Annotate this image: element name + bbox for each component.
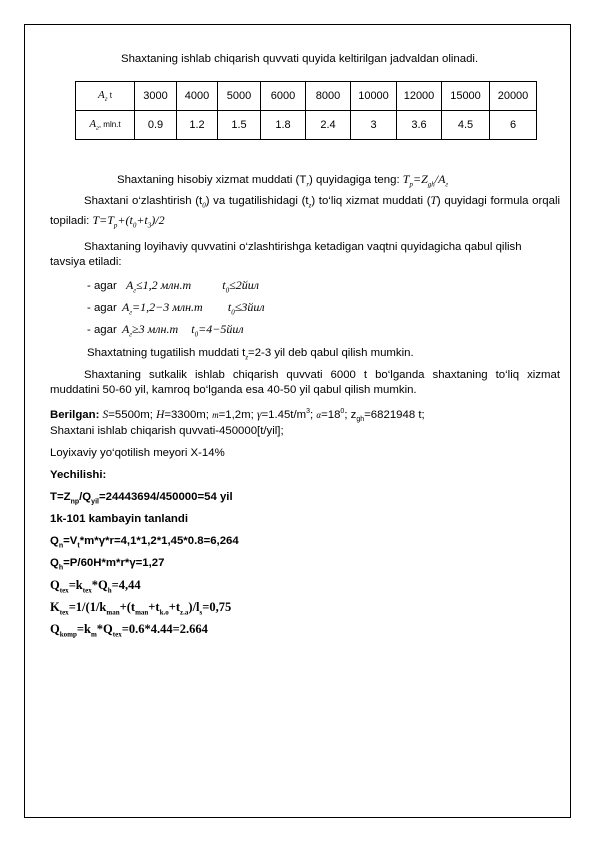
solution-line-7: $Q_{komp}=k_m*Q_{tex}=0.6*4.44=2.664$	[50, 621, 208, 639]
solution-line-1: $T=Z_{np}/Q_{yil}=24443694/450000=54$ yil	[50, 490, 233, 505]
formula-tp: $T_p=Z_{gh}/A_г$	[402, 172, 449, 189]
solution-line-2: 1k-101 kambayin tanlandi	[50, 512, 189, 525]
table-header-cell: $A_г$, mln.t	[76, 111, 135, 140]
table-cell: 20000	[490, 82, 537, 111]
table-row	[76, 111, 537, 140]
table-cell: 10000	[351, 82, 397, 111]
paragraph-daily-capacity: Shaxtaning sutkalik ishlab chiqarish quvvati 6000 t bo‘lganda shaxtaning to‘liq xizmat muddatini 50-60 yil, kamroq bo‘lganda esa 40-50 yil qabul qilish mumkin.	[50, 368, 560, 396]
capacity-table	[75, 81, 537, 140]
table-cell: 1.8	[261, 111, 306, 140]
table-cell: 4000	[177, 82, 218, 111]
intro-paragraph: Shaxtaning ishlab chiqarish quvvati quyida keltirilgan jadvaldan olinadi.	[121, 53, 479, 65]
case-3: - agar $A_г\ge 3$ млн.т $t_0=4-5йил$	[87, 321, 244, 339]
table-cell: 6	[490, 111, 537, 140]
solution-line-5: $Q_{tex}=k_{tex}*Q_h=4,44$	[50, 577, 141, 595]
main-text	[50, 172, 561, 644]
paragraph-liquidation: Shaxtatning tugatilish muddati $t_z=2-3$ yil deb qabul qilish mumkin.	[87, 346, 414, 361]
table-cell: 1.5	[218, 111, 261, 140]
table-header-cell: $A_г$ t	[76, 82, 135, 111]
table-cell: 3000	[135, 82, 177, 111]
formula-t: $T=T_p+(t_0+t_3)/2$	[92, 213, 165, 230]
table-cell: 6000	[261, 82, 306, 111]
table-cell: 3	[351, 111, 397, 140]
solution-line-4: $Q_h=P/60H*m*r*\gamma=1,27$	[50, 556, 165, 571]
paragraph-recommendation: Shaxtaning loyihaviy quvvatini o‘zlashtirishga ketadigan vaqtni quyidagicha qabul qilish tavsiya etiladi:	[50, 240, 522, 268]
solution-line-6: $K_{tex}=1/(1/k_{man}+(t_{man}+t_{k.o}+t_{z.a})/l_s=0,75$	[50, 599, 232, 617]
given-data: Berilgan: S=5500m; H=3300m; m=1,2m; $\gamma=1.45t/m^3$; $\alpha=18^0$; $z_{gh}=6821948$ t;	[50, 407, 425, 423]
table-cell: 3.6	[397, 111, 442, 140]
table-cell: 12000	[397, 82, 442, 111]
table-cell: 2.4	[306, 111, 351, 140]
table-cell: 1.2	[177, 111, 218, 140]
paragraph-full-service-life: Shaxtani o‘zlashtirish $(t_0)$ va tugatilishidagi $(t_z)$ to‘liq xizmat muddati (T) quyidagi formula orqali topiladi: $T=T_p+(t_0+t_3)/2$	[50, 195, 561, 230]
solution-heading: Yechilishi:	[50, 468, 107, 481]
case-2: - agar $A_г=1,2-3$ млн.т $t_0\le 3йил$	[87, 299, 265, 317]
table-cell: 4.5	[442, 111, 490, 140]
paragraph-service-life: Shaxtaning hisobiy xizmat muddati $(T_r)$ quyidagiga teng: $T_p=Z_{gh}/A_г$	[117, 172, 449, 189]
table-cell: 8000	[306, 82, 351, 111]
table-cell: 0.9	[135, 111, 177, 140]
capacity-line: Shaxtani ishlab chiqarish quvvati-450000[t/yil];	[50, 424, 284, 437]
table-row	[76, 82, 537, 111]
document-body	[87, 52, 561, 67]
loss-line: Loyixaviy yo‘qotilish meyori X-14%	[50, 446, 225, 459]
case-1: - agar $A_г\le 1,2$ млн.т $t_0\le 2йил$	[87, 277, 259, 295]
table-cell: 15000	[442, 82, 490, 111]
table-cell: 5000	[218, 82, 261, 111]
solution-line-3: $Q_n=V_t*m*\gamma*r=4,1*1,2*1,45*0.8=6,264$	[50, 534, 239, 549]
